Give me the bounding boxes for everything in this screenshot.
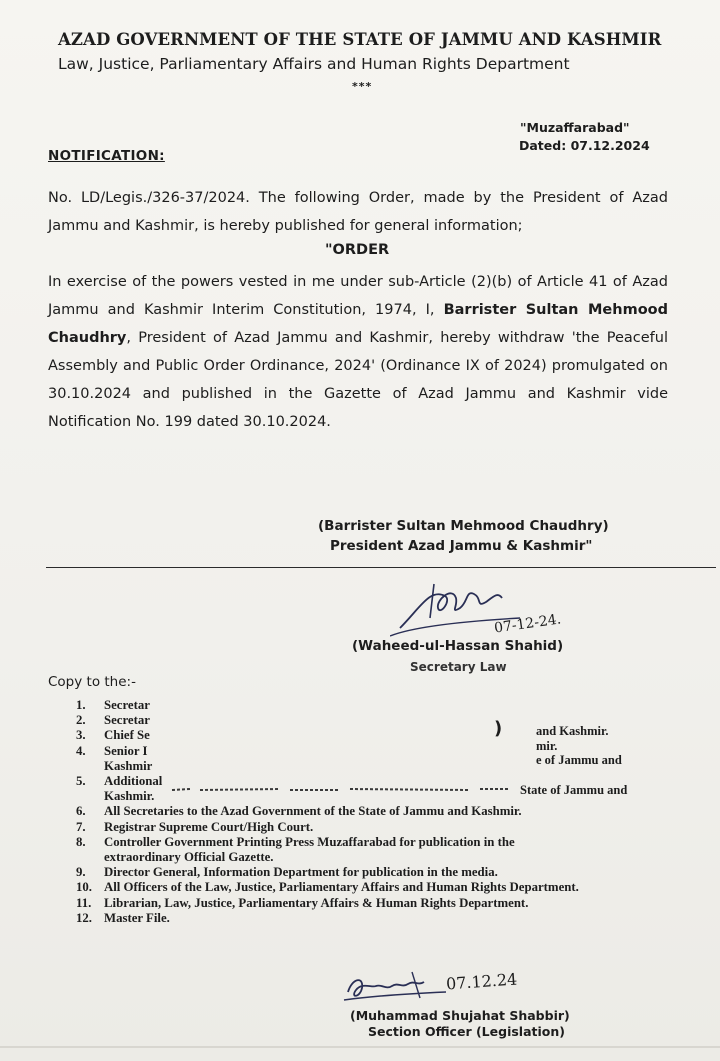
list-item-continuation: extraordinary Official Gazette. bbox=[104, 850, 274, 865]
list-item: 9. Director General, Information Department for publication in the media. bbox=[76, 865, 498, 880]
date-line: Dated: 07.12.2024 bbox=[519, 138, 650, 153]
secretary-handwritten-date: 07-12-24. bbox=[493, 611, 563, 637]
list-item: 6. All Secretaries to the Azad Government of the State of Jammu and Kashmir. bbox=[76, 804, 522, 819]
occluded-text-fragment: State of Jammu and bbox=[520, 783, 628, 797]
list-item: 11. Librarian, Law, Justice, Parliamentary Affairs & Human Rights Department. bbox=[76, 895, 529, 910]
divider-line bbox=[46, 567, 716, 568]
order-paragraph bbox=[48, 268, 668, 436]
president-name-inline: Barrister Sultan Mehmood Chaudhry bbox=[48, 302, 668, 346]
list-item: 2. Secretar bbox=[76, 713, 150, 728]
list-item: 5. Additional bbox=[76, 774, 163, 789]
list-item-continuation: Kashmir. bbox=[104, 789, 155, 804]
occlusion-mark: ) bbox=[494, 718, 503, 739]
list-item: 3. Chief Se bbox=[76, 728, 150, 743]
order-text-end: , President of Azad Jammu and Kashmir, hereby withdraw 'the Peaceful Assembly and Public Order Ordinance, 2024' (Ordinance IX of 2024) promulgated on 30.10.2024 and published in the Gazette of Azad Jammu and Kashmir vide Notification No. 199 dated 30.10.2024. bbox=[48, 330, 668, 430]
place-name: "Muzaffarabad" bbox=[520, 120, 630, 135]
distribution-list bbox=[76, 698, 579, 926]
list-item: 10. All Officers of the Law, Justice, Parliamentary Affairs and Human Rights Department. bbox=[76, 880, 579, 895]
officer-name: (Muhammad Shujahat Shabbir) bbox=[350, 1008, 570, 1023]
notification-paragraph: No. LD/Legis./326-37/2024. The following Order, made by the President of Azad Jammu and Kashmir, is hereby published for general information; bbox=[48, 190, 668, 234]
occluded-text-fragment: and Kashmir. bbox=[536, 724, 609, 738]
government-title: AZAD GOVERNMENT OF THE STATE OF JAMMU AND KASHMIR bbox=[58, 30, 662, 49]
obscured-text-scribble bbox=[170, 782, 515, 796]
page-bottom-edge bbox=[0, 1046, 720, 1048]
order-heading: "ORDER bbox=[325, 242, 390, 258]
list-item: 7. Registrar Supreme Court/High Court. bbox=[76, 819, 314, 834]
officer-handwritten-date: 07.12.24 bbox=[445, 969, 518, 994]
secretary-title-fragment: Secretary Law bbox=[410, 660, 507, 674]
secretary-name: (Waheed-ul-Hassan Shahid) bbox=[352, 638, 564, 654]
separator-stars: *** bbox=[352, 80, 373, 93]
officer-handwritten-signature bbox=[342, 968, 452, 1008]
officer-title: Section Officer (Legislation) bbox=[368, 1024, 565, 1039]
department-name: Law, Justice, Parliamentary Affairs and Human Rights Department bbox=[58, 55, 570, 73]
order-text-start: In exercise of the powers vested in me under sub-Article (2)(b) of Article 41 of Azad Jammu and Kashmir Interim Constitution, 1974, I, bbox=[48, 274, 668, 318]
list-item: 12. Master File. bbox=[76, 910, 170, 925]
president-signature-title: President Azad Jammu & Kashmir" bbox=[330, 538, 593, 554]
copy-to-label: Copy to the:- bbox=[48, 674, 136, 690]
list-item: 1. Secretar bbox=[76, 698, 150, 712]
list-item: 8. Controller Government Printing Press Muzaffarabad for publication in the bbox=[76, 834, 515, 849]
occluded-text-fragment: mir. bbox=[536, 739, 558, 753]
list-item: 4. Senior I bbox=[76, 743, 148, 758]
notification-label: NOTIFICATION: bbox=[48, 148, 165, 164]
occluded-text-fragment: e of Jammu and bbox=[536, 753, 622, 767]
president-signature-name: (Barrister Sultan Mehmood Chaudhry) bbox=[318, 518, 609, 534]
list-item-continuation: Kashmir bbox=[104, 758, 153, 773]
